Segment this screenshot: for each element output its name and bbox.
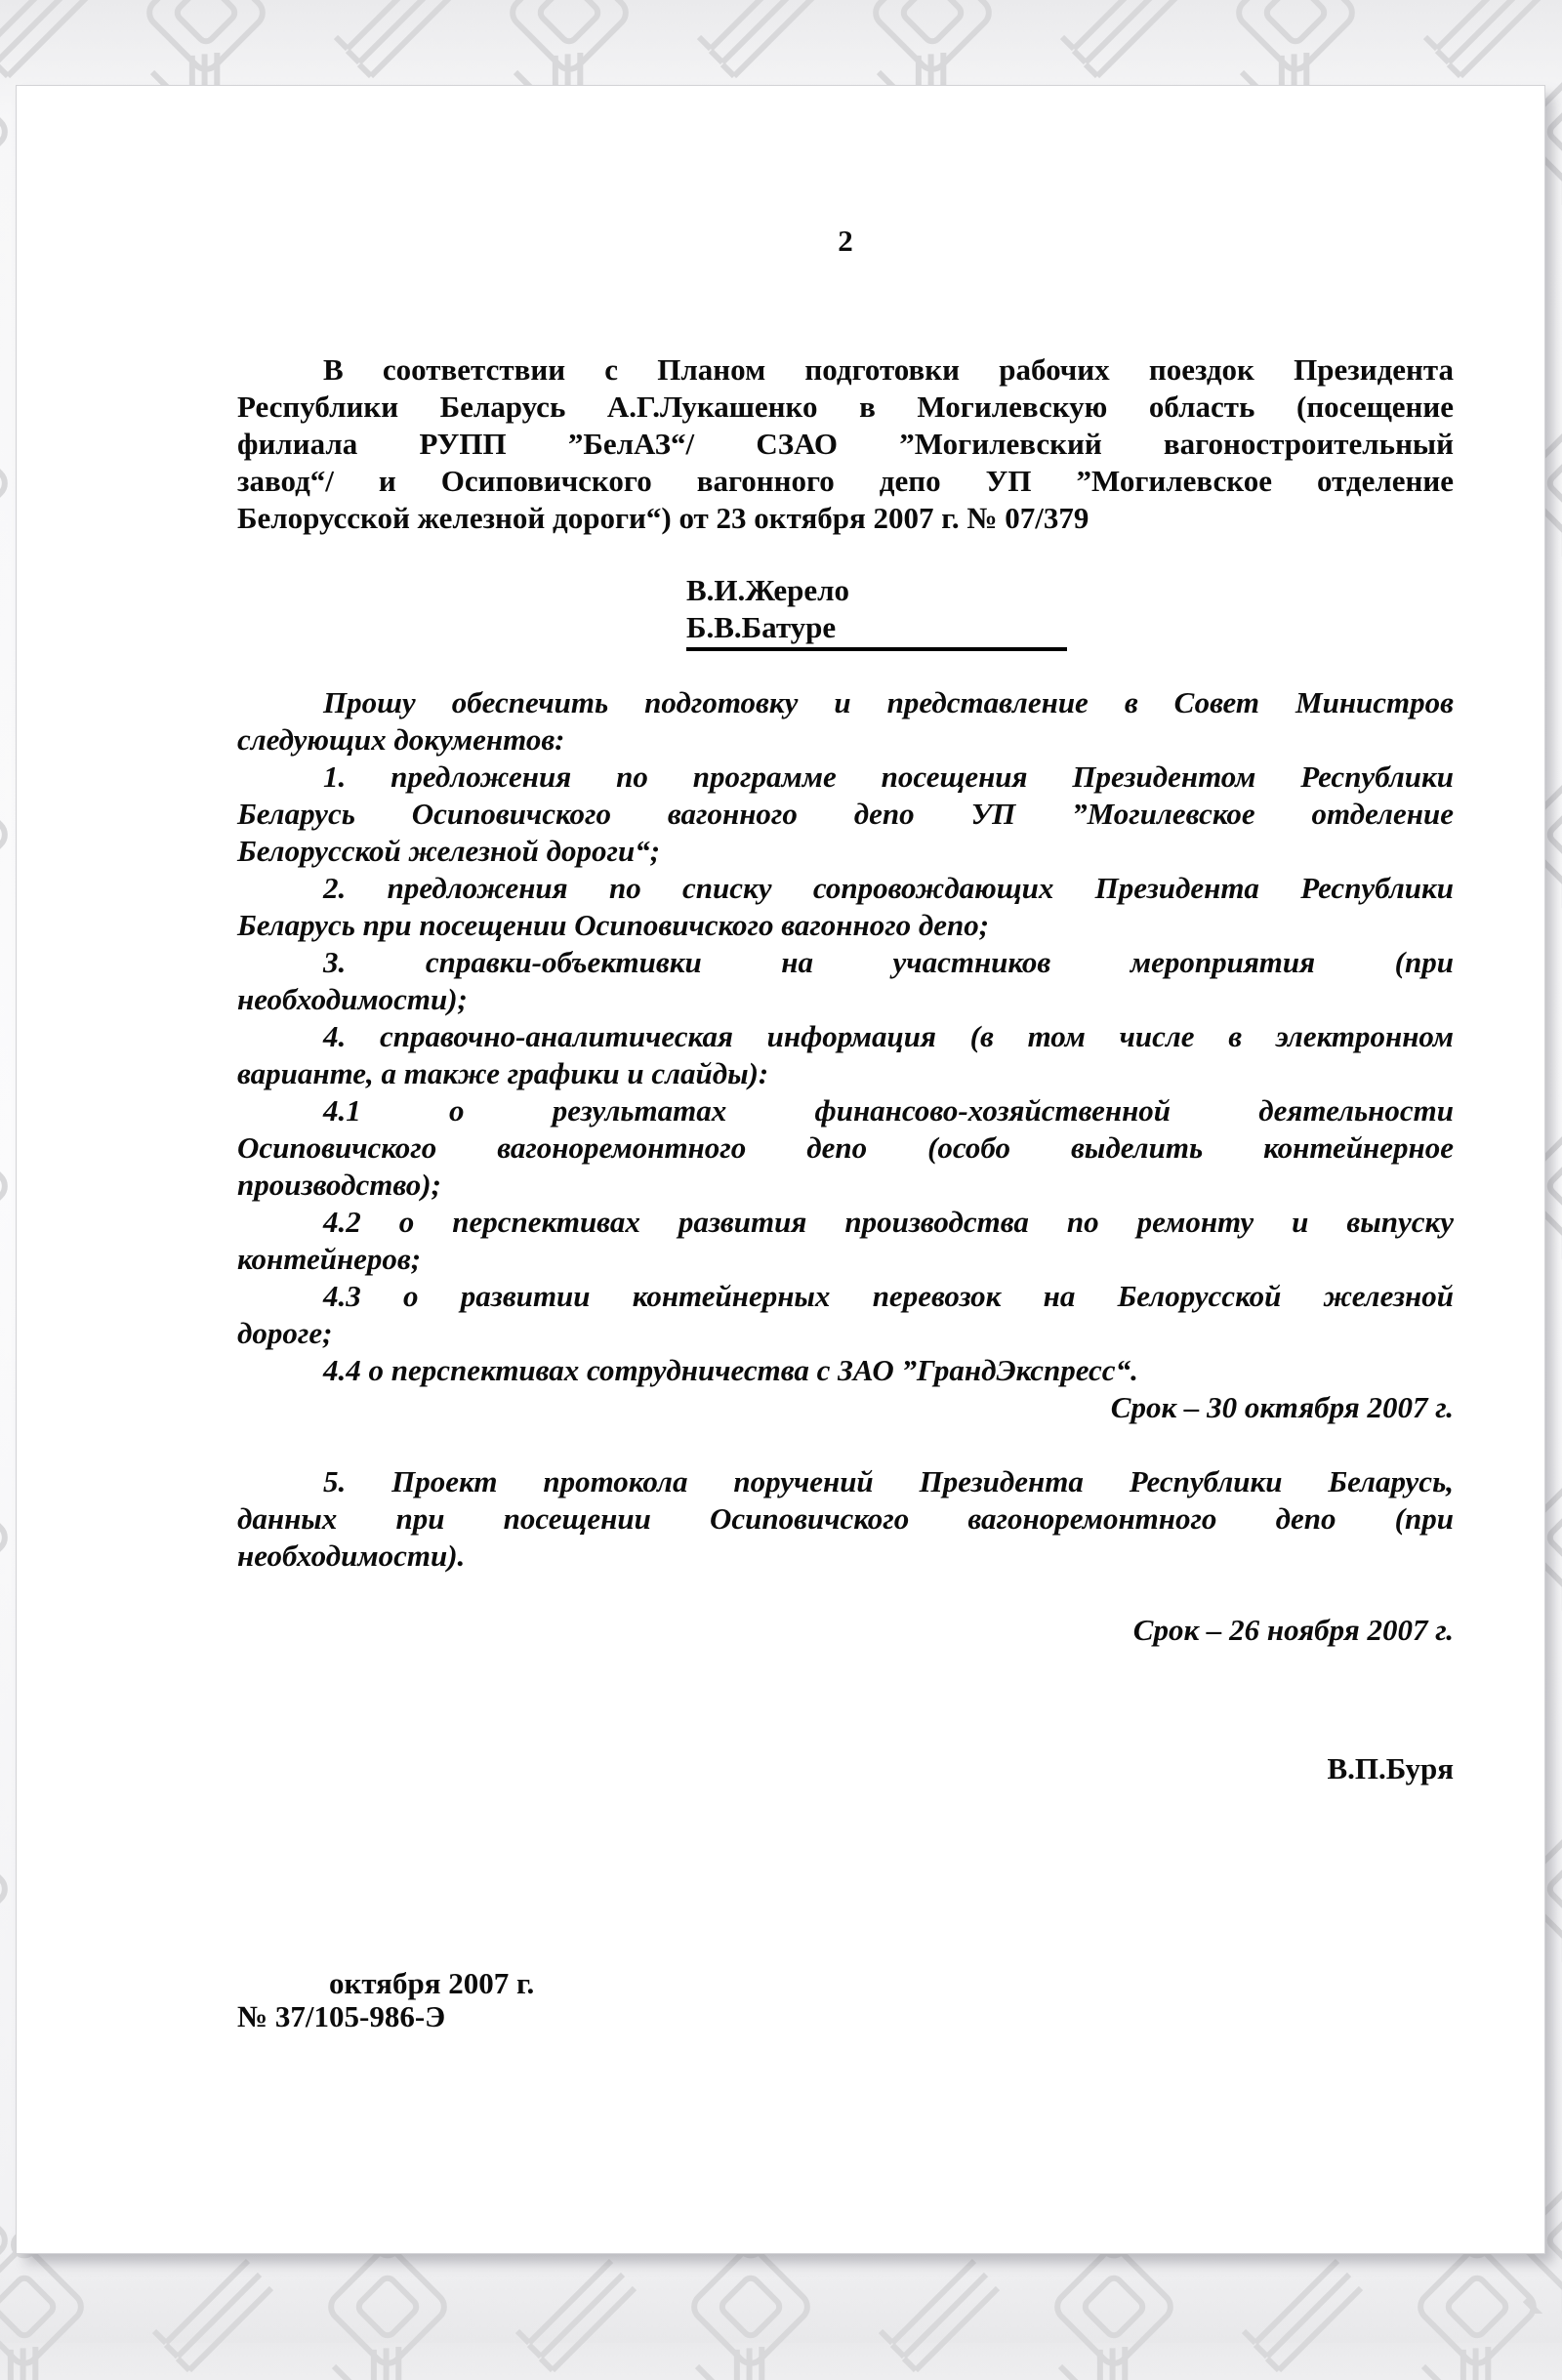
footer-block <box>237 1967 1454 2033</box>
item-4-1-paragraph <box>237 1092 1454 1204</box>
hatch-pattern-icon <box>1041 0 1187 86</box>
text-line: Беларусь при посещении Осиповичского вагонного депо; <box>237 908 990 942</box>
text-line: Белорусской железной дороги“) от 23 октября 2007 г. № 07/379 <box>237 501 1089 535</box>
text-line: необходимости); <box>237 982 468 1016</box>
page-number: 2 <box>838 224 853 258</box>
addressee-block <box>686 572 1067 651</box>
request-paragraph <box>237 684 1454 759</box>
text-line: варианте, а также графики и слайды): <box>237 1056 769 1090</box>
hatch-pattern-icon <box>496 2234 642 2380</box>
addressee-name-2: Б.В.Батуре <box>686 609 1067 651</box>
item-4-paragraph <box>237 1018 1454 1092</box>
text-line: дороге; <box>237 1316 333 1350</box>
hatch-pattern-icon <box>1222 2234 1369 2380</box>
item-1-paragraph <box>237 759 1454 870</box>
hatch-pattern-icon <box>314 0 461 86</box>
item-3-paragraph <box>237 944 1454 1018</box>
tag-pattern-icon <box>1222 0 1369 86</box>
text-line: Белорусской железной дороги“; <box>237 834 661 868</box>
text-line: необходимости). <box>237 1539 466 1573</box>
tag-pattern-icon <box>314 2234 461 2380</box>
text-line: 5. Проект протокола поручений Президента Республики Беларусь, <box>323 1464 1454 1498</box>
signer-name: В.П.Буря <box>1327 1751 1454 1785</box>
text-line: Прошу обеспечить подготовку и представление в Совет Министров <box>323 685 1454 719</box>
text-line: филиала РУПП ”БелАЗ“/ СЗАО ”Могилевский вагоностроительный <box>237 427 1454 461</box>
text-line: 2. предложения по списку сопровождающих Президента Республики <box>323 871 1454 905</box>
footer-date-line: октября 2007 г. <box>329 1966 535 2000</box>
text-line: 4. справочно-аналитическая информация (в том числе в электронном <box>323 1019 1454 1053</box>
text-line: 3. справки-объективки на участников мероприятия (при <box>323 945 1454 979</box>
addressee-name-1: В.И.Жерело <box>686 573 850 607</box>
background-pattern-top <box>0 0 1562 86</box>
text-line: 4.1 о результатах финансово-хозяйственной деятельности <box>323 1093 1454 1128</box>
text-line: 4.2 о перспективах развития производства по ремонту и выпуску <box>323 1205 1454 1239</box>
item-4-3-paragraph <box>237 1278 1454 1352</box>
text-line: 4.4 о перспективах сотрудничества с ЗАО ”ГрандЭкспресс“. <box>323 1353 1138 1387</box>
text-line: завод“/ и Осиповичского вагонного депо УП ”Могилевское отделение <box>237 464 1454 498</box>
text-line: контейнеров; <box>237 1242 422 1276</box>
text-line: следующих документов: <box>237 722 565 757</box>
text-line: производство); <box>237 1168 441 1202</box>
tag-pattern-icon <box>859 0 1006 86</box>
tag-pattern-icon <box>678 2234 824 2380</box>
deadline-2: Срок – 26 ноября 2007 г. <box>1132 1613 1454 1647</box>
document-page <box>17 86 1544 2253</box>
text-line: 1. предложения по программе посещения Президентом Республики <box>323 759 1454 794</box>
hatch-pattern-icon <box>859 2234 1006 2380</box>
deadline-1: Срок – 30 октября 2007 г. <box>1110 1390 1454 1424</box>
item-2-paragraph <box>237 870 1454 944</box>
text-line: В соответствии с Планом подготовки рабочих поездок Президента <box>323 352 1454 387</box>
item-4-2-paragraph <box>237 1204 1454 1278</box>
footer-ref-number: № 37/105-986-Э <box>237 1999 446 2033</box>
tag-pattern-icon <box>1041 2234 1187 2380</box>
intro-paragraph <box>237 351 1454 537</box>
tag-pattern-icon <box>496 0 642 86</box>
text-line: Республики Беларусь А.Г.Лукашенко в Могилевскую область (посещение <box>237 390 1454 424</box>
text-line: данных при посещении Осиповичского вагоноремонтного депо (при <box>237 1501 1454 1536</box>
hatch-pattern-icon <box>678 0 824 86</box>
tag-pattern-icon <box>133 0 279 86</box>
text-line: 4.3 о развитии контейнерных перевозок на Белорусской железной <box>323 1279 1454 1313</box>
item-5-paragraph <box>237 1463 1454 1575</box>
hatch-pattern-icon <box>133 2234 279 2380</box>
text-line: Осиповичского вагоноремонтного депо (особо выделить контейнерное <box>237 1130 1454 1165</box>
background-pattern-bottom <box>0 2234 1562 2380</box>
item-4-4-paragraph <box>237 1352 1454 1389</box>
text-line: Беларусь Осиповичского вагонного депо УП ”Могилевское отделение <box>237 797 1454 831</box>
